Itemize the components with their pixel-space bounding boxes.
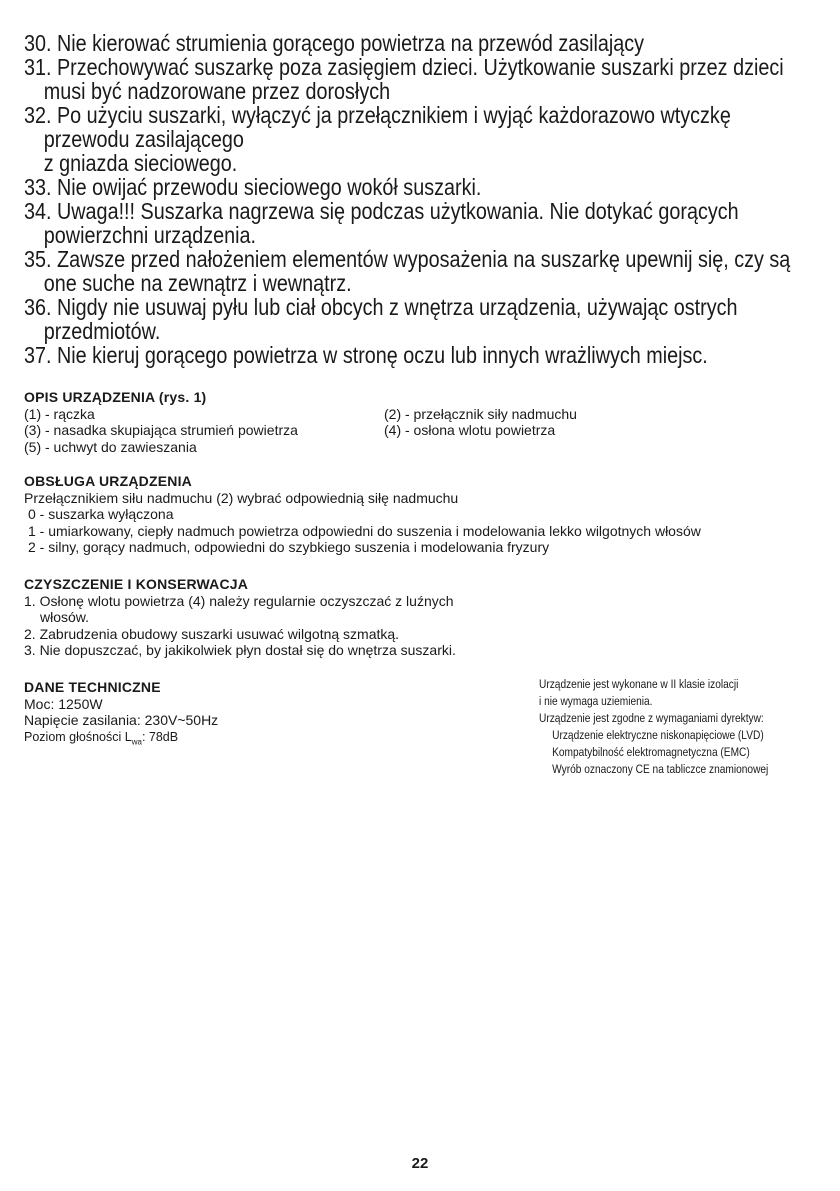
safety-item-34 [24, 199, 824, 247]
part-label: (5) - uchwyt do zawieszania [24, 438, 197, 455]
cleaning-step: 3. Nie dopuszczać, by jakikolwiek płyn dostał się do wnętrza suszarki. [24, 642, 456, 658]
operation-option: 1 - umiarkowany, ciepły nadmuch powietrza odpowiedni do suszenia i modelowania lekko wilgotnych włosów [28, 522, 701, 539]
compliance-line: Urządzenie jest zgodne z wymaganiami dyrektyw: [539, 711, 764, 725]
section-heading: OPIS URZĄDZENIA (rys. 1) [24, 389, 207, 405]
voltage-spec: Napięcie zasilania: 230V~50Hz [24, 712, 219, 728]
compliance-line: Wyrób oznaczony CE na tabliczce znamionowej [552, 762, 769, 776]
cleaning-step: 1. Osłonę wlotu powietrza (4) należy regularnie oczyszczać z luźnych [24, 592, 454, 609]
list-item-line: 31. Przechowywać suszarkę poza zasięgiem dzieci. Użytkowanie suszarki przez dzieci [24, 54, 784, 80]
operation-option: 2 - silny, gorący nadmuch, odpowiedni do szybkiego suszenia i modelowania fryzury [28, 539, 550, 555]
cleaning-step: włosów. [40, 609, 90, 625]
compliance-line: Urządzenie jest wykonane w II klasie izolacji [539, 677, 739, 691]
list-item-line: przedmiotów. [43, 318, 161, 344]
cleaning-section [24, 576, 824, 659]
list-item-line: 33. Nie owijać przewodu sieciowego wokół suszarki. [24, 174, 482, 200]
part-label: (4) - osłona wlotu powietrza [384, 422, 556, 438]
operation-option: 0 - suszarka wyłączona [28, 506, 174, 522]
description-row [24, 439, 824, 456]
operation-section [24, 473, 824, 556]
cleaning-step: 2. Zabrudzenia obudowy suszarki usuwać wilgotną szmatką. [24, 625, 400, 642]
section-heading: OBSŁUGA URZĄDZENIA [24, 473, 192, 489]
list-item-line: przewodu zasilającego [43, 126, 244, 152]
list-item-line: 37. Nie kieruj gorącego powietrza w stronę oczu lub innych wrażliwych miejsc. [24, 342, 708, 368]
part-label: (2) - przełącznik siły nadmuchu [384, 405, 577, 422]
list-item-line: 36. Nigdy nie usuwaj pyłu lub ciał obcych z wnętrza urządzenia, używając ostrych [24, 294, 738, 320]
section-heading: DANE TECHNICZNE [24, 679, 161, 695]
part-label: (1) - rączka [24, 405, 95, 422]
noise-subscript: wa [131, 737, 142, 746]
page-number: 22 [411, 1155, 429, 1172]
list-item-line: musi być nadzorowane przez dorosłych [43, 78, 391, 104]
technical-data-section [24, 679, 504, 751]
safety-item-30 [24, 31, 824, 55]
safety-item-32 [24, 103, 824, 175]
safety-item-33 [24, 175, 824, 199]
safety-instructions-list [24, 31, 824, 367]
list-item-line: one suche na zewnątrz i wewnątrz. [43, 270, 352, 296]
compliance-line: Kompatybilność elektromagnetyczna (EMC) [552, 745, 750, 759]
compliance-note [539, 676, 777, 778]
device-description-section [24, 389, 824, 455]
compliance-line: i nie wymaga uziemienia. [539, 694, 653, 708]
section-heading: CZYSZCZENIE I KONSERWACJA [24, 576, 249, 592]
part-label: (3) - nasadka skupiająca strumień powietrza [24, 422, 298, 438]
operation-intro: Przełącznikiem siłu nadmuchu (2) wybrać odpowiednią siłę nadmuchu [24, 489, 459, 506]
list-item-line: 34. Uwaga!!! Suszarka nagrzewa się podczas użytkowania. Nie dotykać gorących [24, 198, 739, 224]
description-row [24, 406, 824, 423]
safety-item-31 [24, 55, 824, 103]
compliance-line: Urządzenie elektryczne niskonapięciowe (LVD) [552, 728, 764, 742]
safety-item-35 [24, 247, 824, 295]
noise-label: Poziom głośności L [24, 729, 132, 744]
list-item-line: 32. Po użyciu suszarki, wyłączyć ja przełącznikiem i wyjąć każdorazowo wtyczkę [24, 102, 731, 128]
list-item-line: 35. Zawsze przed nałożeniem elementów wyposażenia na suszarkę upewnij się, czy są [24, 246, 791, 272]
power-spec: Moc: 1250W [24, 695, 103, 712]
list-item-line: z gniazda sieciowego. [43, 150, 238, 176]
noise-spec [24, 729, 504, 751]
list-item-line: 30. Nie kierować strumienia gorącego powietrza na przewód zasilający [24, 30, 645, 56]
noise-value: : 78dB [141, 729, 179, 744]
safety-item-36 [24, 295, 824, 343]
list-item-line: powierzchni urządzenia. [43, 222, 256, 248]
description-row [24, 422, 824, 439]
safety-item-37 [24, 343, 824, 367]
